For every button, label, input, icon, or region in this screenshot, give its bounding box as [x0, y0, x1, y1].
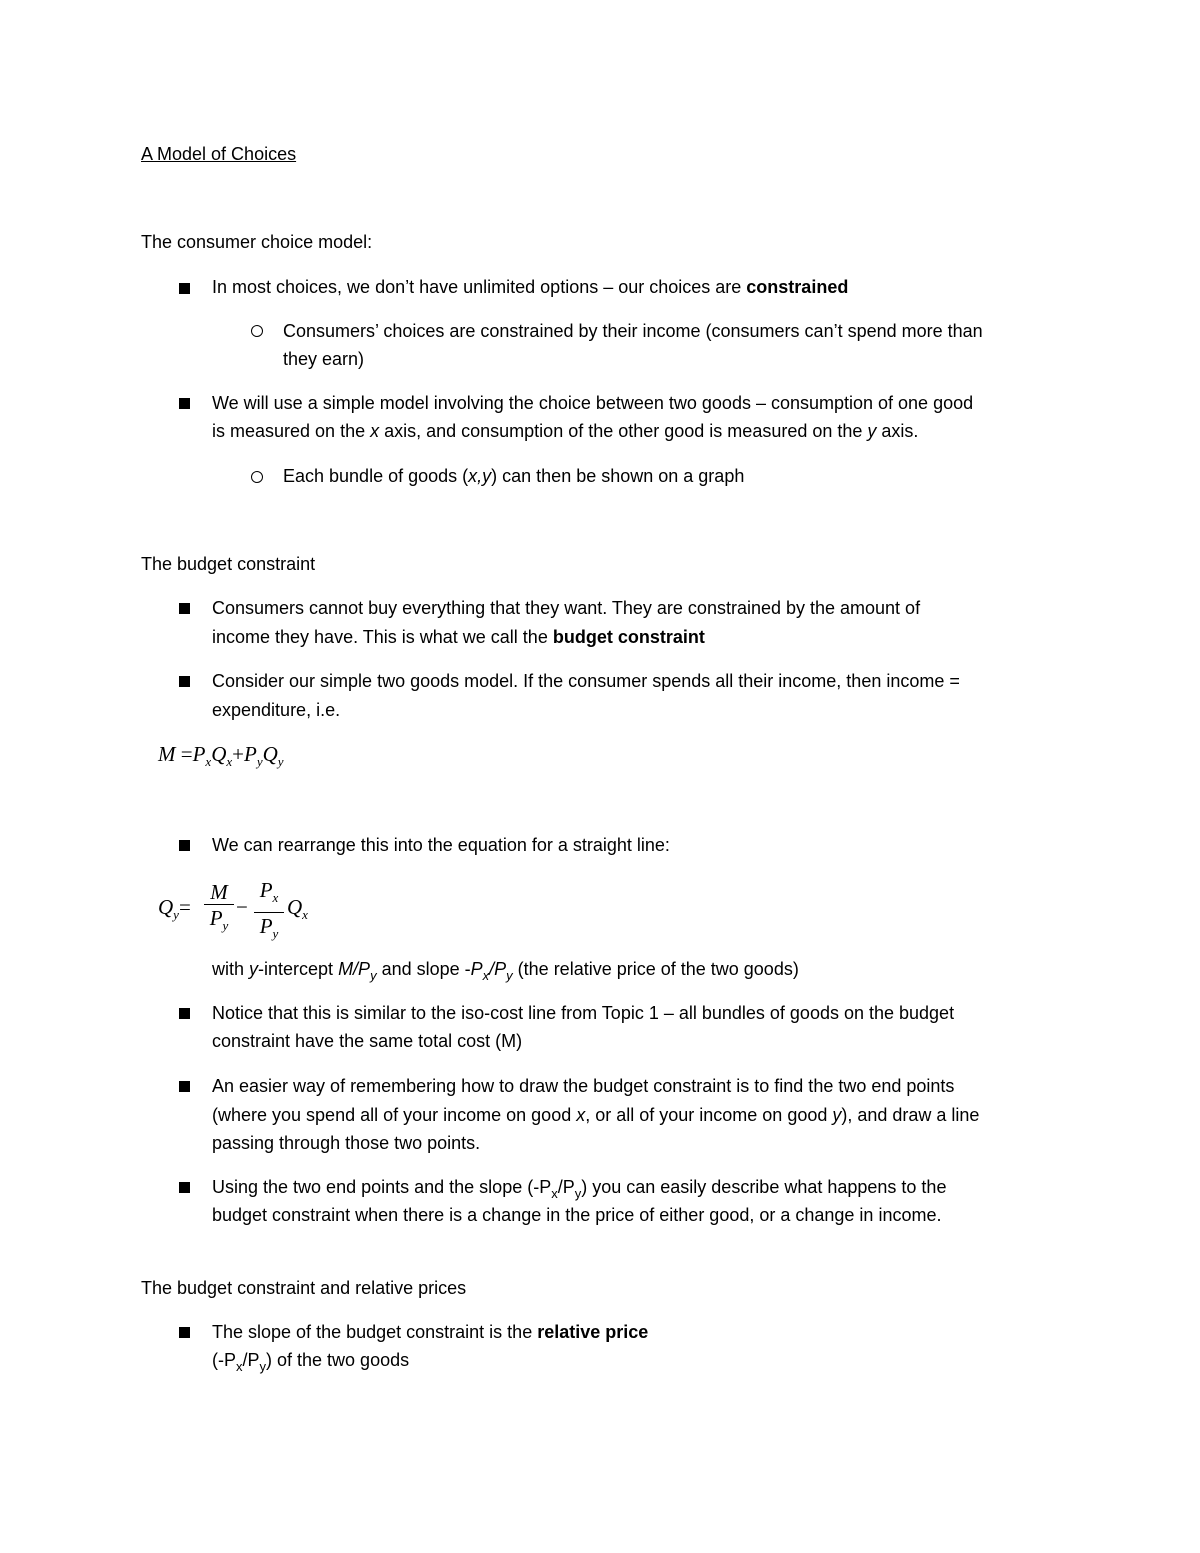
section-heading-relative-prices: The budget constraint and relative prices [141, 1278, 467, 1298]
bullet-iso-cost-line1: Notice that this is similar to the iso-cost line from Topic 1 – all bundles of goods on the budget [212, 1003, 955, 1023]
bullet-iso-cost-line2: constraint have the same total cost (M) [212, 1031, 523, 1051]
bullet-rearrange: We can rearrange this into the equation for a straight line: [212, 835, 670, 855]
bullet-end-points-line3: passing through those two points. [212, 1133, 481, 1153]
circle-bullet-icon [251, 325, 263, 337]
bullet-two-goods-line2: is measured on the x axis, and consumption of the other good is measured on the y axis. [212, 421, 919, 441]
bullet-two-goods-model-line1: Consider our simple two goods model. If the consumer spends all their income, then income = [212, 671, 960, 691]
bullet-end-points-line1: An easier way of remembering how to draw the budget constraint is to find the two end points [212, 1076, 955, 1096]
square-bullet-icon [179, 1081, 190, 1092]
intercept-slope-text: with y-intercept $M/P_y$ and slope $-P_x/P_y$ (the relative price of the two goods) [212, 959, 799, 983]
bullet-slope-line1: Using the two end points and the slope $(-P_x/P_y)$ you can easily describe what happens to the [212, 1177, 947, 1201]
bullet-end-points-line2: (where you spend all of your income on good x, or all of your income on good y), and draw a line [212, 1105, 980, 1125]
document-page: A Model of Choices The consumer choice model: In most choices, we don’t have unlimited options – our choices are constrained Consumers’ choices are constrained by their income (consumers can’t spend more than they earn) We will use a simple model involving the choice between two goods – consumption of one good is measured on the x axis, and consumption of the other good is measured on the y axis. Each bundle of goods (x,y) can then be shown on a graph The budget constraint Consumers cannot buy everything that they want. They are constrained by the amount of income they have. This is what we call the budget constraint Consider our simple two goods model. If the consumer spends all their income, then income = expenditure, i.e. $M =P_xQ_x+P_yQ_y$ We can rearrange this into the equation for a straight line: $Q_y=$ M $P_y$ − $P_x$ $P_y$ $Q_x$ with y-intercept $M/P_y$ and slope $-P_x/P_y$ (the relative price of the two goods) Notice that this is similar to the iso-cost line from Topic 1 – all bundles of goods on the budget constraint have the same total cost (M) An easier way of remembering how to draw the budget constraint is to find the two end points (where you spend all of your income on good x, or all of your income on good y), and draw a line passing through those two points. Using the two end points and the slope $(-P_x/P_y)$ you can easily describe what happens to the budget constraint when there is a change in the price of either good, or a change in income. The budget constraint and relative prices The slope of the budget constraint is the relative price $(-P_x/P_y)$ of the two goods [141, 144, 983, 1374]
square-bullet-icon [179, 1327, 190, 1338]
square-bullet-icon [179, 1182, 190, 1193]
bullet-relative-price-line1: The slope of the budget constraint is the relative price [212, 1322, 649, 1342]
equation-budget: $M =P_xQ_x+P_yQ_y$ [158, 742, 284, 769]
bullet-constrained: In most choices, we don’t have unlimited options – our choices are constrained [212, 277, 849, 297]
bullet-cannot-buy-line1: Consumers cannot buy everything that they want. They are constrained by the amount of [212, 598, 921, 618]
sub-bullet-bundle: Each bundle of goods (x,y) can then be shown on a graph [283, 466, 745, 486]
section-heading-consumer-choice: The consumer choice model: [141, 232, 373, 252]
bullet-two-goods-line1: We will use a simple model involving the choice between two goods – consumption of one good [212, 393, 974, 413]
square-bullet-icon [179, 603, 190, 614]
square-bullet-icon [179, 1008, 190, 1019]
square-bullet-icon [179, 840, 190, 851]
document-title: A Model of Choices [141, 144, 297, 164]
square-bullet-icon [179, 283, 190, 294]
bullet-relative-price-line2: $(-P_x/P_y)$ of the two goods [212, 1350, 410, 1374]
bullet-cannot-buy-line2: income they have. This is what we call the budget constraint [212, 627, 705, 647]
sub-bullet-income-line2: they earn) [283, 349, 365, 369]
section-heading-budget-constraint: The budget constraint [141, 554, 316, 574]
sub-bullet-income-line1: Consumers’ choices are constrained by their income (consumers can’t spend more than [283, 321, 983, 341]
square-bullet-icon [179, 676, 190, 687]
bullet-slope-line2: budget constraint when there is a change in the price of either good, or a change in income. [212, 1205, 942, 1225]
square-bullet-icon [179, 398, 190, 409]
circle-bullet-icon [251, 471, 263, 483]
bullet-two-goods-model-line2: expenditure, i.e. [212, 700, 341, 720]
